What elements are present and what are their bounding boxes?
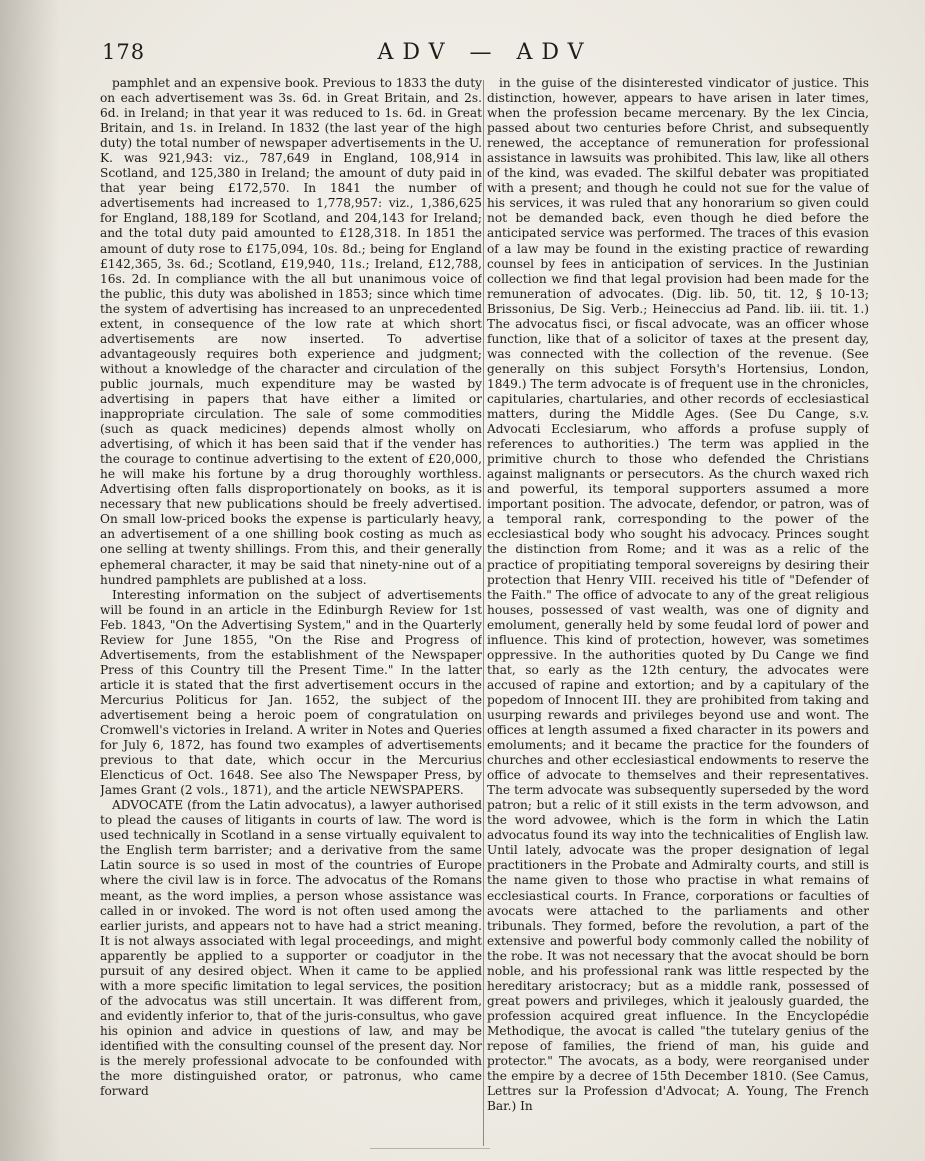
page-shadow: [0, 0, 60, 1161]
paragraph-advertising-duty: pamphlet and an expensive book. Previous to 1833 the duty on each advertisement was 3s. 6d. in Great Britain, and 2s. 6d. in Ireland; in that year it was reduced to 1s. 6d. in Great Britain, and 1s. in Ireland. In 1832 (the last year of the high duty) the total number of newspaper advertisements in the U. K. was 921,943: viz., 787,649 in England, 108,914 in Scotland, and 125,380 in Ireland; the amount of duty paid in that year being £172,570. In 1841 the number of advertisements had increased to 1,778,957: viz., 1,386,625 for England, 188,189 for Scotland, and 204,143 for Ireland; and the total duty paid amounted to £128,318. In 1851 the amount of duty rose to £175,094, 10s. 8d.; being for England £142,365, 3s. 6d.; Scotland, £19,940, 11s.; Ireland, £12,788, 16s. 2d. In compliance with the all but unanimous voice of the public, this duty was abolished in 1853; since which time the system of advertising has increased to an unprecedented extent, in consequence of the low rate at which short advertisements are now inserted. To advertise advantageously requires both experience and judgment; without a knowledge of the character and circulation of the public journals, much expenditure may be wasted by advertising in papers that have either a limited or inappropriate circulation. The sale of some commodities (such as quack medicines) depends almost wholly on advertising, of which it has been said that if the vender has the courage to continue advertising to the extent of £20,000, he will make his fortune by a drug thoroughly worthless. Advertising often falls disproportionately on books, as it is necessary that new publications should be freely advertised. On small low-priced books the expense is particularly heavy, an advertisement of a one shilling book costing as much as one selling at twenty shillings. From this, and their generally ephemeral character, it may be said that ninety-nine out of a hundred pamphlets are published at a loss.: [100, 76, 482, 587]
page-number: 178: [102, 40, 146, 64]
paragraph-advocate-continued: in the guise of the disinterested vindicator of justice. This distinction, however, appears to have arisen in later times, when the profession became mercenary. By the lex Cincia, passed about two centuries before Christ, and subsequently renewed, the acceptance of remuneration for professional assistance in lawsuits was prohibited. This law, like all others of the kind, was evaded. The skilful debater was propitiated with a present; and though he could not sue for the value of his services, it was ruled that any honorarium so given could not be demanded back, even though he died before the anticipated service was performed. The traces of this evasion of a law may be found in the existing practice of rewarding counsel by fees in anticipation of services. In the Justinian collection we find that legal provision had been made for the remuneration of advocates. (Dig. lib. 50, tit. 12, § 10-13; Brissonius, De Sig. Verb.; Heineccius ad Pand. lib. iii. tit. 1.) The advocatus fisci, or fiscal advocate, was an officer whose function, like that of a solicitor of taxes at the present day, was connected with the collection of the revenue. (See generally on this subject Forsyth's Hortensius, London, 1849.) The term advocate is of frequent use in the chronicles, capitularies, chartularies, and other records of ecclesiastical matters, during the Middle Ages. (See Du Cange, s.v. Advocati Ecclesiarum, who affords a profuse supply of references to authorities.) The term was applied in the primitive church to those who defended the Christians against malignants or persecutors. As the church waxed rich and powerful, its temporal supporters assumed a more important position. The advocate, defendor, or patron, was of a temporal rank, corresponding to the power of the ecclesiastical body who sought his advocacy. Princes sought the distinction from Rome; and it was as a relic of the practice of propitiating temporal sovereigns by desiring their protection that Henry VIII. received his title of "Defender of the Faith." The office of advocate to any of the great religious houses, possessed of vast wealth, was one of dignity and emolument, generally held by some feudal lord of power and influence. This kind of protection, however, was sometimes oppressive. In the authorities quoted by Du Cange we find that, so early as the 12th century, the advocates were accused of rapine and extortion; and by a capitulary of the popedom of Innocent III. they are prohibited from taking and usurping rewards and privileges beyond use and wont. The offices at length assumed a fixed character in its powers and emoluments; and it became the practice for the founders of churches and other ecclesiastical endowments to reserve the office of advocate to themselves and their representatives. The term advocate was subsequently superseded by the word patron; but a relic of it still exists in the term advowson, and the word advowee, which is the form in which the Latin advocatus found its way into the technicalities of English law. Until lately, advocate was the proper designation of legal practitioners in the Probate and Admiralty courts, and still is the name given to those who practise in what remains of ecclesiastical courts. In France, corporations or faculties of avocats were attached to the parliaments and other tribunals. They formed, before the revolution, a part of the extensive and powerful body commonly called the nobility of the robe. It was not necessary that the avocat should be born noble, and his professional rank was little respected by the hereditary aristocracy; but as a middle rank, possessed of great powers and privileges, which it jealously guarded, the profession acquired great influence. In the Encyclopédie Methodique, the avocat is called "the tutelary genius of the repose of families, the friend of man, his guide and protector." The avocats, as a body, were reorganised under the empire by a decree of 15th December 1810. (See Camus, Lettres sur la Profession d'Advocat; A. Young, The French Bar.) In: [487, 76, 869, 1114]
right-column: [487, 76, 869, 1146]
footer-mark: [370, 1148, 490, 1149]
column-divider: [483, 80, 484, 1146]
page-header: [100, 40, 870, 72]
running-head: ADV — ADV: [377, 40, 593, 65]
paragraph-advertising-sources: Interesting information on the subject of advertisements will be found in an article in the Edinburgh Review for 1st Feb. 1843, "On the Advertising System," and in the Quarterly Review for June 1855, "On the Rise and Progress of Advertisements, from the establishment of the Newspaper Press of this Country till the Present Time." In the latter article it is stated that the first advertisement occurs in the Mercurius Politicus for Jan. 1652, the subject of the advertisement being a heroic poem of congratulation on Cromwell's victories in Ireland. A writer in Notes and Queries for July 6, 1872, has found two examples of advertisements previous to that date, which occur in the Mercurius Elencticus of Oct. 1648. See also The Newspaper Press, by James Grant (2 vols., 1871), and the article NEWSPAPERS.: [100, 587, 482, 798]
paragraph-advocate-entry: ADVOCATE (from the Latin advocatus), a lawyer authorised to plead the causes of litigants in courts of law. The word is used technically in Scotland in a sense virtually equivalent to the English term barrister; and a derivative from the same Latin source is so used in most of the countries of Europe where the civil law is in force. The advocatus of the Romans meant, as the word implies, a person whose assistance was called in or invoked. The word is not often used among the earlier jurists, and appears not to have had a strict meaning. It is not always associated with legal proceedings, and might apparently be applied to a supporter or coadjutor in the pursuit of any desired object. When it came to be applied with a more specific limitation to legal services, the position of the advocatus was still uncertain. It was different from, and evidently inferior to, that of the juris-consultus, who gave his opinion and advice in questions of law, and may be identified with the consulting counsel of the present day. Nor is the merely professional advocate to be confounded with the more distinguished orator, or patronus, who came forward: [100, 798, 482, 1099]
left-column: [100, 76, 482, 1146]
